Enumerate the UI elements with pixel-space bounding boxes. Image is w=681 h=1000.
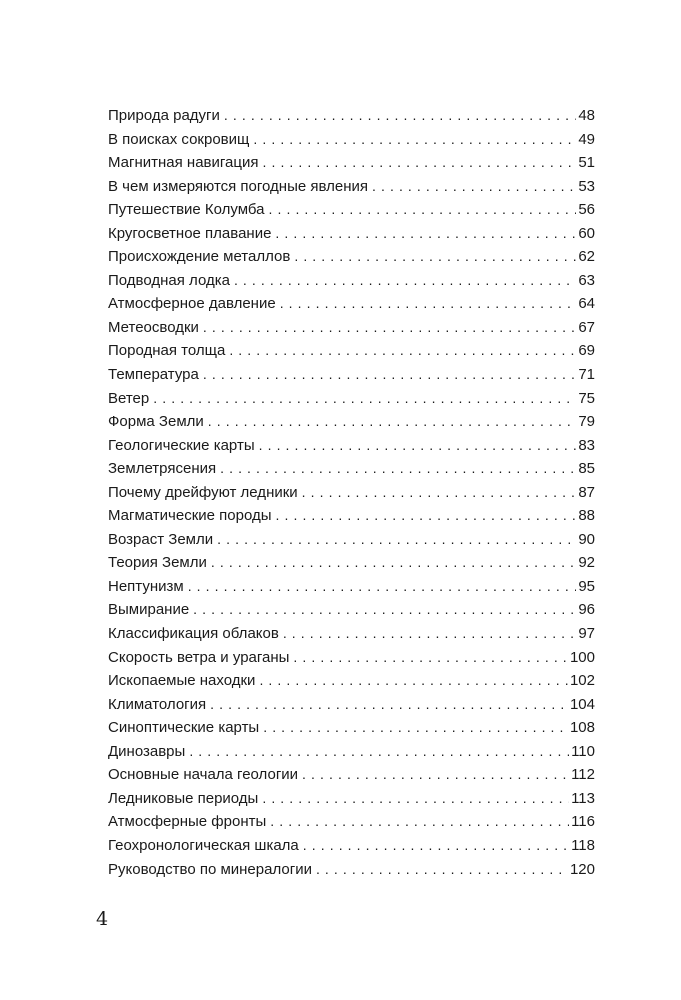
toc-entry-title: Скорость ветра и ураганы <box>108 648 290 666</box>
toc-entry[interactable] <box>108 198 595 222</box>
toc-entry-title: Форма Земли <box>108 413 204 431</box>
page-number: 4 <box>96 908 109 930</box>
toc-entry[interactable] <box>108 575 595 599</box>
toc-entry[interactable] <box>108 316 595 340</box>
toc-entry-title: Природа радуги <box>108 107 220 124</box>
toc-entry-page: 69 <box>578 342 595 360</box>
toc-entry-title: Ветер <box>108 389 150 407</box>
dot-leader <box>262 151 576 175</box>
toc-entry[interactable] <box>108 622 595 646</box>
dot-leader <box>259 669 568 693</box>
toc-entry-page: 87 <box>578 483 595 501</box>
toc-entry-page: 71 <box>578 366 595 384</box>
dot-leader <box>193 598 576 622</box>
dot-leader <box>302 481 577 505</box>
dot-leader <box>217 528 576 552</box>
dot-leader <box>372 175 576 199</box>
toc-entry-title: Вымирание <box>108 601 190 619</box>
toc-entry-title: Возраст Земли <box>108 530 214 548</box>
toc-entry-page: 90 <box>578 530 595 548</box>
toc-entry[interactable] <box>108 292 595 316</box>
dot-leader <box>316 858 568 882</box>
dot-leader <box>302 763 569 787</box>
toc-entry-title: Теория Земли <box>108 554 207 572</box>
toc-entry-page: 120 <box>569 860 595 878</box>
dot-leader <box>203 363 576 387</box>
toc-entry-title: Метеосводки <box>108 318 199 336</box>
toc-entry-page: 113 <box>571 789 595 807</box>
toc-entry-title: В чем измеряются погодные явления <box>108 177 369 195</box>
toc-entry[interactable] <box>108 669 595 693</box>
toc-entry-page: 53 <box>578 177 595 195</box>
toc-entry[interactable] <box>108 481 595 505</box>
toc-entry[interactable] <box>108 763 595 787</box>
toc-entry-page: 62 <box>578 248 595 266</box>
toc-entry-page: 75 <box>578 389 595 407</box>
toc-entry[interactable] <box>108 339 595 363</box>
toc-entry[interactable] <box>108 834 595 858</box>
toc-entry-title: Путешествие Колумба <box>108 201 265 219</box>
toc-entry-page: 102 <box>569 672 595 690</box>
toc-entry-title: Происхождение металлов <box>108 248 291 266</box>
toc-entry-title: Динозавры <box>108 742 186 760</box>
toc-entry-page: 85 <box>578 460 595 478</box>
toc-entry-page: 97 <box>578 625 595 643</box>
dot-leader <box>293 646 568 670</box>
toc-entry[interactable] <box>108 128 595 152</box>
toc-entry[interactable] <box>108 410 595 434</box>
toc-entry-page: 118 <box>571 836 595 854</box>
toc-entry-title: Атмосферные фронты <box>108 813 267 831</box>
toc-entry-page: 49 <box>578 130 595 148</box>
toc-entry[interactable] <box>108 245 595 269</box>
dot-leader <box>294 245 576 269</box>
toc-entry[interactable] <box>108 175 595 199</box>
toc-entry-title: Почему дрейфуют ледники <box>108 483 298 501</box>
toc-entry[interactable] <box>108 363 595 387</box>
dot-leader <box>269 198 577 222</box>
toc-entry[interactable] <box>108 716 595 740</box>
toc-entry-title: Землетрясения <box>108 460 217 478</box>
toc-entry-page: 92 <box>578 554 595 572</box>
toc-entry-page: 63 <box>578 271 595 289</box>
toc-entry-page: 116 <box>571 813 595 831</box>
toc-entry[interactable] <box>108 528 595 552</box>
toc-entry-title: Руководство по минералогии <box>108 860 312 878</box>
dot-leader <box>280 292 577 316</box>
toc-entry-page: 104 <box>569 695 595 713</box>
toc-entry-page: 79 <box>578 413 595 431</box>
dot-leader <box>224 104 576 128</box>
dot-leader <box>220 457 576 481</box>
toc-entry[interactable] <box>108 269 595 293</box>
toc-entry-title: Подводная лодка <box>108 271 230 289</box>
toc-entry[interactable] <box>108 222 595 246</box>
toc-entry-page: 112 <box>571 766 595 784</box>
dot-leader <box>275 222 576 246</box>
toc-entry-title: Кругосветное плавание <box>108 224 272 242</box>
toc-entry[interactable] <box>108 151 595 175</box>
dot-leader <box>270 810 569 834</box>
toc-entry-page: 51 <box>578 154 595 172</box>
toc-entry[interactable] <box>108 598 595 622</box>
toc-entry-page: 83 <box>578 436 595 454</box>
toc-entry-title: В поисках сокровищ <box>108 130 250 148</box>
dot-leader <box>210 693 568 717</box>
toc-entry-page: 48 <box>578 107 595 124</box>
dot-leader <box>234 269 576 293</box>
dot-leader <box>229 339 576 363</box>
toc-entry[interactable] <box>108 504 595 528</box>
toc-entry-title: Температура <box>108 366 199 384</box>
dot-leader <box>263 716 568 740</box>
toc-entry[interactable] <box>108 457 595 481</box>
toc-entry-title: Ледниковые периоды <box>108 789 259 807</box>
dot-leader <box>253 128 576 152</box>
toc-entry-page: 88 <box>578 507 595 525</box>
toc-entry-title: Геологические карты <box>108 436 255 454</box>
dot-leader <box>153 387 576 411</box>
toc-entry-title: Основные начала геологии <box>108 766 299 784</box>
dot-leader <box>203 316 576 340</box>
toc-entry[interactable] <box>108 434 595 458</box>
toc-entry[interactable] <box>108 646 595 670</box>
dot-leader <box>283 622 576 646</box>
dot-leader <box>188 575 577 599</box>
toc-entry-title: Геохронологическая шкала <box>108 836 299 854</box>
toc-entry-page: 60 <box>578 224 595 242</box>
toc-entry[interactable] <box>108 740 595 764</box>
toc-entry[interactable] <box>108 810 595 834</box>
toc-entry[interactable] <box>108 787 595 811</box>
toc-entry-title: Нептунизм <box>108 577 184 595</box>
toc-entry-title: Климатология <box>108 695 207 713</box>
toc-entry-page: 110 <box>571 742 595 760</box>
toc-entry[interactable] <box>108 693 595 717</box>
toc-entry-page: 96 <box>578 601 595 619</box>
toc-entry-page: 100 <box>569 648 595 666</box>
toc-entry-title: Классификация облаков <box>108 625 279 643</box>
toc-entry-title: Синоптические карты <box>108 719 260 737</box>
toc-entry-page: 108 <box>569 719 595 737</box>
toc-entry[interactable] <box>108 387 595 411</box>
toc-entry-title: Ископаемые находки <box>108 672 256 690</box>
toc-entry-page: 64 <box>578 295 595 313</box>
dot-leader <box>259 434 577 458</box>
dot-leader <box>208 410 577 434</box>
toc-entry[interactable] <box>108 551 595 575</box>
toc-entry-page: 67 <box>578 318 595 336</box>
toc-entry[interactable] <box>108 104 595 128</box>
dot-leader <box>262 787 569 811</box>
dot-leader <box>189 740 569 764</box>
toc-entry-title: Магматические породы <box>108 507 272 525</box>
dot-leader <box>303 834 569 858</box>
dot-leader <box>211 551 576 575</box>
dot-leader <box>276 504 577 528</box>
toc-entry-title: Магнитная навигация <box>108 154 259 172</box>
toc-entry-page: 95 <box>578 577 595 595</box>
toc-entry[interactable] <box>108 858 595 882</box>
toc-entry-title: Породная толща <box>108 342 226 360</box>
toc-entry-title: Атмосферное давление <box>108 295 276 313</box>
table-of-contents <box>108 104 595 881</box>
toc-entry-page: 56 <box>578 201 595 219</box>
